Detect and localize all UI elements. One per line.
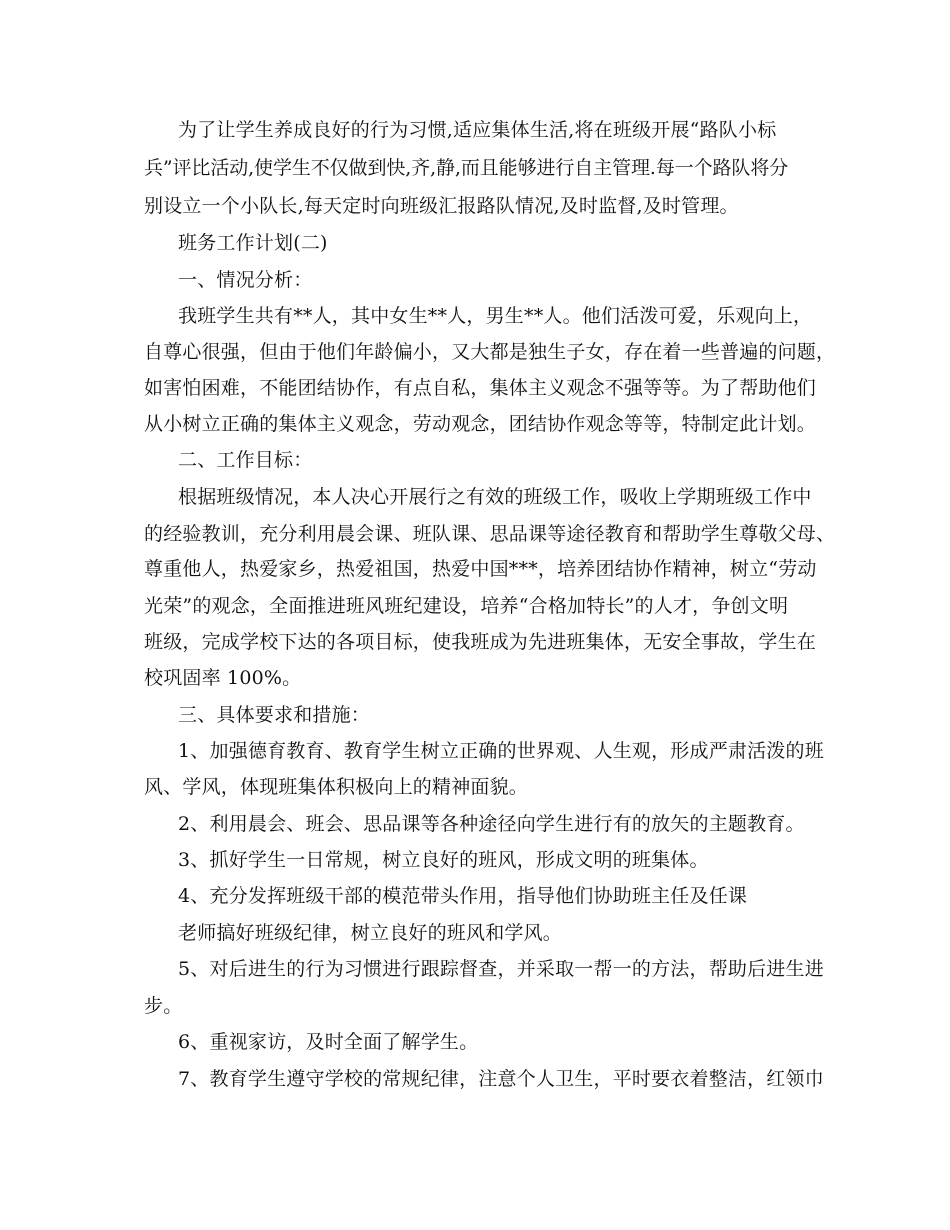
section-title: 班务工作计划(二) bbox=[178, 232, 328, 254]
paragraph-line: 尊重他人，热爱家乡，热爱祖国，热爱中国***，培养团结协作精神，树立“劳动 bbox=[144, 558, 817, 580]
section-heading: 二、工作目标： bbox=[178, 449, 313, 471]
list-item-continuation: 风、学风，体现班集体积极向上的精神面貌。 bbox=[144, 776, 529, 798]
paragraph-line: 的经验教训，充分利用晨会课、班队课、思品课等途径教育和帮助学生尊敬父母、 bbox=[144, 523, 836, 545]
paragraph-line: 自尊心很强，但由于他们年龄偏小，又大都是独生子女，存在着一些普遍的问题， bbox=[144, 341, 836, 363]
section-heading: 三、具体要求和措施： bbox=[178, 704, 371, 726]
list-item: 3、抓好学生一日常规，树立良好的班风，形成文明的班集体。 bbox=[178, 849, 709, 871]
paragraph-line: 我班学生共有**人，其中女生**人，男生**人。他们活泼可爱，乐观向上， bbox=[178, 305, 813, 327]
paragraph-line: 校巩固率 100%。 bbox=[144, 667, 302, 689]
list-item: 4、充分发挥班级干部的模范带头作用，指导他们协助班主任及任课 bbox=[178, 885, 748, 907]
paragraph-line: 根据班级情况，本人决心开展行之有效的班级工作，吸收上学期班级工作中 bbox=[178, 486, 812, 508]
paragraph-line: 班级，完成学校下达的各项目标，使我班成为先进班集体，无安全事故，学生在 bbox=[144, 631, 817, 653]
list-item: 1、加强德育教育、教育学生树立正确的世界观、人生观，形成严肃活泼的班 bbox=[178, 740, 824, 762]
section-heading: 一、情况分析： bbox=[178, 269, 313, 291]
list-item: 5、对后进生的行为习惯进行跟踪督查，并采取一帮一的方法，帮助后进生进 bbox=[178, 958, 824, 980]
paragraph-line: 为了让学生养成良好的行为习惯,适应集体生活,将在班级开展“路队小标 bbox=[178, 119, 777, 141]
paragraph-line: 别设立一个小队长,每天定时向班级汇报路队情况,及时监督,及时管理。 bbox=[144, 195, 739, 217]
list-item: 6、重视家访，及时全面了解学生。 bbox=[178, 1031, 479, 1053]
paragraph-line: 光荣”的观念，全面推进班风班纪建设，培养“合格加特长”的人才，争创文明 bbox=[144, 595, 789, 617]
list-item-continuation: 步。 bbox=[144, 995, 183, 1017]
list-item-continuation: 老师搞好班级纪律，树立良好的班风和学风。 bbox=[178, 922, 563, 944]
paragraph-line: 从小树立正确的集体主义观念，劳动观念，团结协作观念等等，特制定此计划。 bbox=[144, 413, 817, 435]
list-item: 2、利用晨会、班会、思品课等各种途径向学生进行有的放矢的主题教育。 bbox=[178, 813, 805, 835]
paragraph-line: 如害怕困难，不能团结协作，有点自私，集体主义观念不强等等。为了帮助他们 bbox=[144, 377, 817, 399]
list-item: 7、教育学生遵守学校的常规纪律，注意个人卫生，平时要衣着整洁，红领巾 bbox=[178, 1068, 824, 1090]
paragraph-line: 兵”评比活动,使学生不仅做到快,齐,静,而且能够进行自主管理.每一个路队将分 bbox=[144, 157, 789, 179]
